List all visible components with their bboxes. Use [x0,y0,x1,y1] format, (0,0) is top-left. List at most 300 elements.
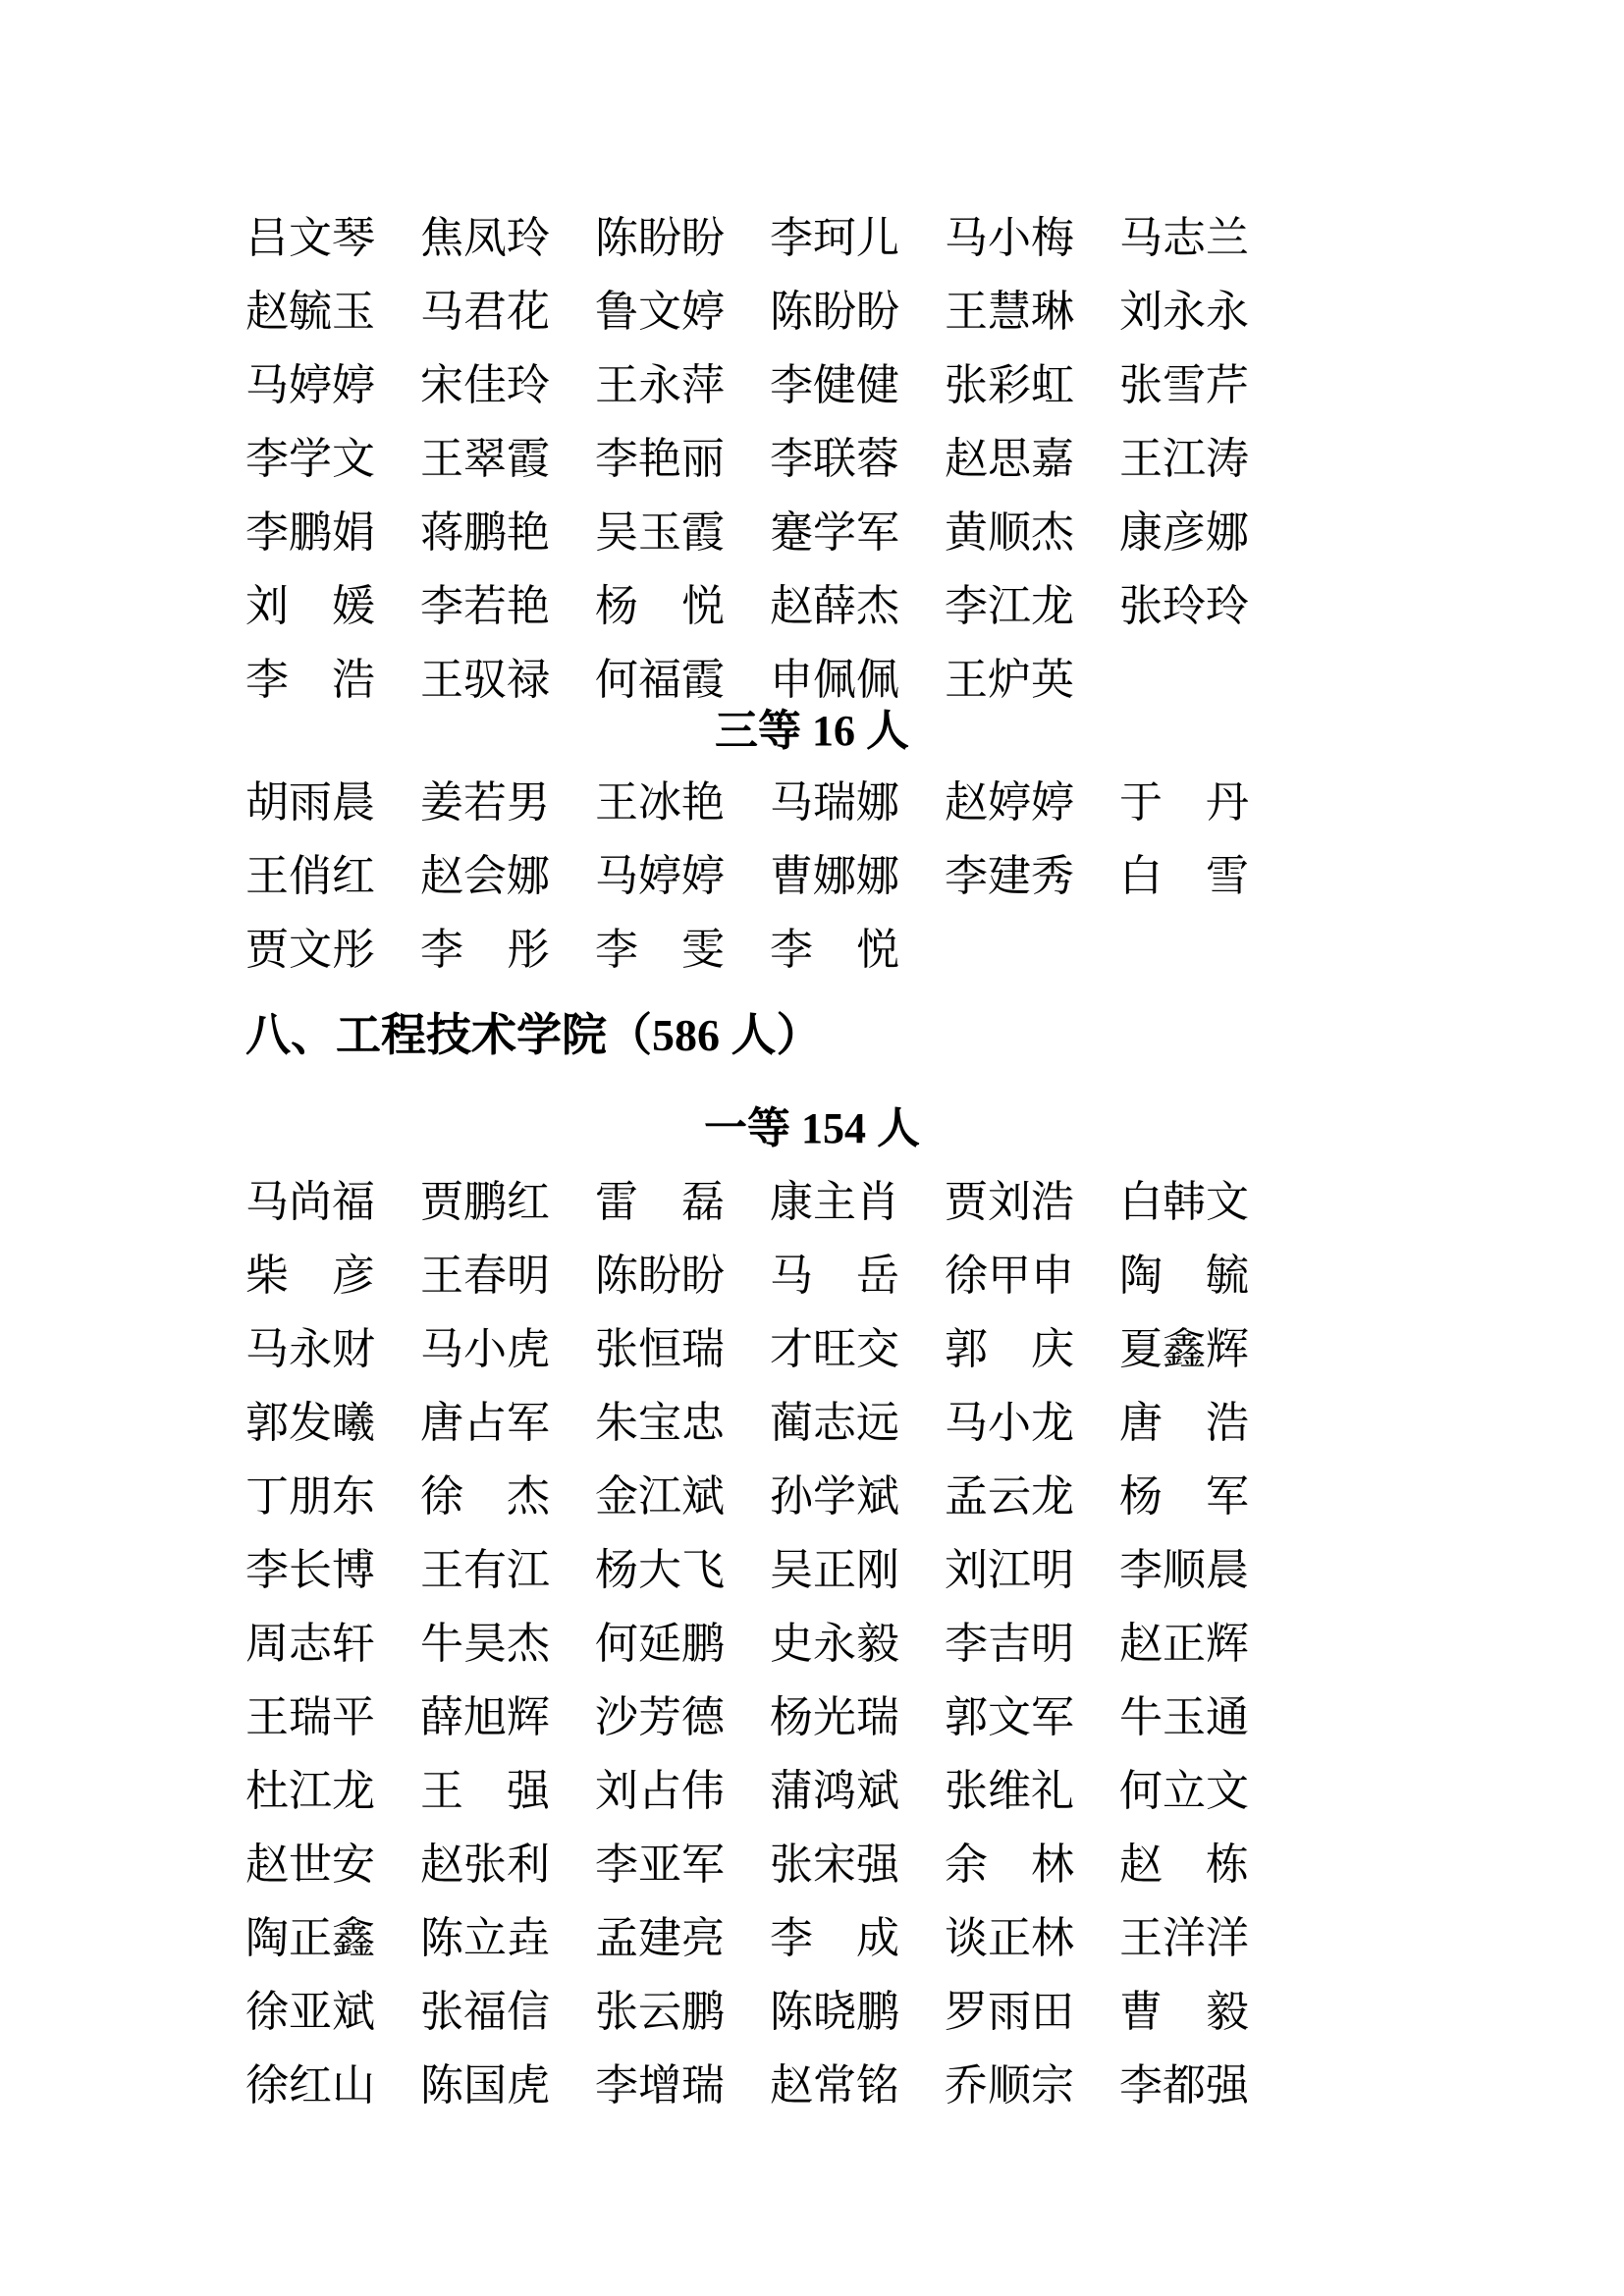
name-char: 德 [681,1692,725,1741]
student-name [420,507,550,557]
name-char: 李 [945,581,988,630]
student-name [595,655,725,704]
name-char: 王 [245,851,289,900]
student-name [770,1692,899,1741]
student-name [245,851,375,900]
name-char: 瑞 [813,777,856,827]
name-char: 孙 [770,1471,813,1521]
name-row [245,275,1624,348]
name-char: 洋 [1163,1913,1206,1962]
name-char: 张 [1119,581,1163,630]
student-name [945,1692,1074,1741]
name-char: 儿 [856,213,899,262]
name-char: 赵 [945,777,988,827]
name-char: 志 [813,1398,856,1447]
student-name [595,1913,725,1962]
name-char: 马 [245,360,289,409]
student-name [770,1987,899,2036]
student-name [420,925,550,974]
student-name [420,1545,550,1594]
name-char: 吴 [770,1545,813,1594]
name-char: 盼 [638,1251,681,1300]
name-char: 李 [595,925,638,974]
name-char: 王 [945,287,988,336]
student-name [945,287,1074,336]
name-char: 李 [1119,2060,1163,2109]
name-char: 秀 [1031,851,1074,900]
name-char: 李 [770,925,813,974]
name-char: 小 [988,1398,1031,1447]
name-char: 东 [332,1471,375,1521]
name-char: 瑞 [681,1324,725,1373]
name-char: 陈 [420,1913,463,1962]
name-char: 刘 [988,1177,1031,1226]
name-char: 玉 [638,507,681,557]
name-char: 虹 [1031,360,1074,409]
name-char: 轩 [332,1619,375,1668]
name-char: 赵 [245,1840,289,1889]
name-char: 文 [1206,1177,1249,1226]
name-char: 甲 [988,1251,1031,1300]
name-char: 辉 [1206,1619,1249,1668]
name-char: 伟 [681,1766,725,1815]
student-name [770,925,899,974]
name-char: 姜 [420,777,463,827]
name-char: 永 [289,1324,332,1373]
student-name [595,287,725,336]
student-name [770,507,899,557]
name-char: 李 [420,581,463,630]
name-char: 建 [988,851,1031,900]
name-char: 陈 [420,2060,463,2109]
name-char: 江 [289,1766,332,1815]
name-char: 红 [332,851,375,900]
name-char: 娜 [507,851,550,900]
name-char: 林 [1031,1840,1074,1889]
name-char: 翠 [463,434,507,483]
name-char: 龙 [1031,1471,1074,1521]
name-char: 成 [856,1913,899,1962]
name-char: 陈 [595,213,638,262]
student-name [595,2060,725,2109]
student-name [945,581,1074,630]
name-row [245,1460,1624,1533]
name-char: 陈 [595,1251,638,1300]
name-char: 白 [1119,851,1163,900]
student-name [595,213,725,262]
name-char: 丽 [681,434,725,483]
student-name [245,507,375,557]
name-char: 志 [289,1619,332,1668]
name-char: 雪 [1163,360,1206,409]
grade-3-heading: 三等 16 人 [715,707,909,755]
name-char: 毅 [856,1619,899,1668]
student-name [770,777,899,827]
name-char: 正 [988,1913,1031,1962]
name-char: 婷 [988,777,1031,827]
name-char: 君 [463,287,507,336]
name-char: 会 [463,851,507,900]
name-char: 婷 [289,360,332,409]
name-char: 马 [245,1177,289,1226]
name-char: 王 [420,655,463,704]
name-char: 浩 [1206,1398,1249,1447]
name-char: 俏 [289,851,332,900]
student-name [420,1619,550,1668]
name-char: 赵 [770,2060,813,2109]
name-row [245,1754,1624,1828]
name-char: 杜 [245,1766,289,1815]
name-char: 凤 [463,213,507,262]
name-char: 远 [856,1398,899,1447]
name-char: 恒 [638,1324,681,1373]
name-row [245,1312,1624,1386]
name-char: 王 [420,1766,463,1815]
name-char: 曹 [1119,1987,1163,2036]
name-char: 栋 [1206,1840,1249,1889]
name-char: 赵 [945,434,988,483]
student-name [420,1398,550,1447]
name-char: 彤 [332,925,375,974]
name-char: 慧 [988,287,1031,336]
name-row [245,913,1624,987]
name-char: 军 [681,1840,725,1889]
name-char: 张 [770,1840,813,1889]
name-char: 李 [770,360,813,409]
student-name [1119,287,1249,336]
student-name [945,1619,1074,1668]
name-char: 芳 [638,1692,681,1741]
name-char: 发 [289,1398,332,1447]
name-char: 龙 [1031,1398,1074,1447]
name-char: 贾 [420,1177,463,1226]
name-char: 鹏 [681,1619,725,1668]
name-char: 正 [813,1545,856,1594]
student-name [595,434,725,483]
student-name [245,1251,375,1300]
student-name [1119,434,1249,483]
name-char: 文 [638,287,681,336]
name-row [245,1165,1624,1239]
name-char: 玲 [507,360,550,409]
name-char: 唐 [420,1398,463,1447]
student-name [1119,581,1249,630]
name-char: 晨 [1206,1545,1249,1594]
name-char: 小 [463,1324,507,1373]
name-char: 军 [856,507,899,557]
name-char: 杨 [770,1692,813,1741]
name-char: 于 [1119,777,1163,827]
name-char: 李 [245,1545,289,1594]
student-name [770,1251,899,1300]
student-name [1119,507,1249,557]
name-row [245,839,1624,913]
name-char: 霞 [681,655,725,704]
student-name [420,1692,550,1741]
name-char: 江 [1163,434,1206,483]
name-char: 王 [420,1251,463,1300]
student-name [245,1619,375,1668]
student-name [1119,1766,1249,1815]
name-char: 浩 [1031,1177,1074,1226]
student-name [420,1471,550,1521]
student-name [945,1840,1074,1889]
name-char: 盼 [813,287,856,336]
name-char: 赵 [1119,1619,1163,1668]
student-name [245,1766,375,1815]
name-char: 肖 [856,1177,899,1226]
name-char: 江 [988,1545,1031,1594]
name-char: 庆 [1031,1324,1074,1373]
student-name [245,360,375,409]
name-char: 唐 [1119,1398,1163,1447]
name-char: 兰 [1206,213,1249,262]
name-char: 张 [595,1324,638,1373]
name-char: 志 [1163,213,1206,262]
student-name [595,1987,725,2036]
name-char: 虎 [507,2060,550,2109]
name-row [245,201,1624,275]
name-char: 郭 [245,1398,289,1447]
name-char: 白 [1119,1177,1163,1226]
name-char: 立 [463,1913,507,1962]
student-name [770,581,899,630]
name-char: 牛 [420,1619,463,1668]
student-name [420,1324,550,1373]
name-char: 艳 [507,581,550,630]
student-name [420,1177,550,1226]
student-name [245,925,375,974]
name-char: 王 [945,655,988,704]
name-char: 柴 [245,1251,289,1300]
student-name [420,1987,550,2036]
name-char: 斌 [856,1471,899,1521]
student-name [770,655,899,704]
student-name [945,507,1074,557]
name-row [245,496,1624,569]
student-name [945,213,1074,262]
student-name [1119,851,1249,900]
name-char: 玲 [1163,581,1206,630]
student-name [770,1398,899,1447]
name-char: 福 [332,1177,375,1226]
name-char: 刚 [856,1545,899,1594]
student-name [420,1913,550,1962]
name-char: 正 [1163,1619,1206,1668]
name-row [245,348,1624,422]
student-name [1119,1619,1249,1668]
student-name [1119,1398,1249,1447]
name-char: 盼 [681,1251,725,1300]
name-char: 李 [595,434,638,483]
name-char: 雯 [681,925,725,974]
student-name [945,1545,1074,1594]
student-name [945,434,1074,483]
name-char: 垚 [507,1913,550,1962]
student-name [595,1398,725,1447]
name-char: 瑞 [289,1692,332,1741]
name-char: 娜 [1206,507,1249,557]
name-char: 吴 [595,507,638,557]
student-name [1119,213,1249,262]
name-char: 宗 [1031,2060,1074,2109]
name-char: 李 [945,851,988,900]
student-name [1119,1545,1249,1594]
name-char: 丁 [245,1471,289,1521]
student-name [420,1251,550,1300]
name-char: 赵 [770,581,813,630]
name-char: 徐 [420,1471,463,1521]
name-char: 余 [945,1840,988,1889]
name-char: 徐 [245,1987,289,2036]
name-char: 周 [245,1619,289,1668]
name-char: 军 [1031,1692,1074,1741]
name-char: 娜 [813,851,856,900]
name-char: 亚 [289,1987,332,2036]
name-char: 曹 [770,851,813,900]
name-char: 鑫 [1163,1324,1206,1373]
name-char: 杰 [856,581,899,630]
name-char: 马 [770,777,813,827]
student-name [245,1324,375,1373]
name-row [245,1828,1624,1901]
name-char: 李 [945,1619,988,1668]
name-char: 文 [289,213,332,262]
name-char: 宋 [813,1840,856,1889]
name-char: 大 [638,1545,681,1594]
name-char: 宝 [638,1398,681,1447]
name-char: 盼 [856,287,899,336]
student-name [420,2060,550,2109]
name-char: 玲 [1206,581,1249,630]
name-row [245,1975,1624,2049]
name-char: 学 [813,507,856,557]
name-char: 禄 [507,655,550,704]
student-name [1119,1692,1249,1741]
name-char: 马 [245,1324,289,1373]
student-name [420,1766,550,1815]
name-char: 李 [245,507,289,557]
name-char: 信 [507,1987,550,2036]
student-name [945,2060,1074,2109]
name-char: 盼 [681,213,725,262]
name-char: 张 [595,1987,638,2036]
name-char: 光 [813,1692,856,1741]
name-char: 刘 [1119,287,1163,336]
name-char: 蒋 [420,507,463,557]
name-char: 健 [856,360,899,409]
name-char: 鹏 [463,1177,507,1226]
student-name [945,1177,1074,1226]
name-row [245,422,1624,496]
name-char: 朱 [595,1398,638,1447]
name-char: 鹏 [289,507,332,557]
name-char: 朋 [289,1471,332,1521]
student-name [945,1913,1074,1962]
student-name [945,1766,1074,1815]
name-char: 文 [289,925,332,974]
name-char: 山 [332,2060,375,2109]
name-char: 礼 [1031,1766,1074,1815]
name-char: 交 [856,1324,899,1373]
student-name [420,851,550,900]
name-char: 悦 [681,581,725,630]
student-name [245,1398,375,1447]
student-name [945,1987,1074,2036]
name-char: 蓉 [856,434,899,483]
name-char: 鹏 [856,1987,899,2036]
name-char: 夏 [1119,1324,1163,1373]
student-name [595,1251,725,1300]
name-char: 联 [813,434,856,483]
name-char: 毅 [1206,1987,1249,2036]
name-char: 杰 [507,1619,550,1668]
name-char: 毓 [289,287,332,336]
name-char: 陈 [770,287,813,336]
name-char: 红 [507,1177,550,1226]
student-name [945,1251,1074,1300]
name-char: 雨 [289,777,332,827]
name-char: 牛 [1119,1692,1163,1741]
name-row [245,1533,1624,1607]
name-char: 有 [463,1545,507,1594]
name-char: 王 [420,1545,463,1594]
name-char: 健 [813,360,856,409]
name-char: 顺 [988,507,1031,557]
student-name [245,2060,375,2109]
student-name [245,655,375,704]
student-name [595,1619,725,1668]
name-char: 江 [638,1471,681,1521]
name-char: 斌 [856,1766,899,1815]
student-name [770,1177,899,1226]
name-char: 林 [1031,1913,1074,1962]
student-name [770,1766,899,1815]
name-char: 鹏 [463,507,507,557]
student-name [595,581,725,630]
name-char: 龙 [1031,581,1074,630]
name-char: 晓 [813,1987,856,2036]
name-char: 刘 [245,581,289,630]
name-char: 李 [595,1840,638,1889]
name-char: 立 [1163,1766,1206,1815]
name-char: 吕 [245,213,289,262]
student-name [595,507,725,557]
name-char: 李 [595,2060,638,2109]
student-name [420,360,550,409]
name-char: 罗 [945,1987,988,2036]
name-char: 艳 [681,777,725,827]
name-char: 延 [638,1619,681,1668]
name-char: 李 [770,213,813,262]
name-char: 何 [595,1619,638,1668]
name-char: 磊 [681,1177,725,1226]
name-char: 福 [463,1987,507,2036]
student-name [420,434,550,483]
name-char: 春 [463,1251,507,1300]
student-name [945,360,1074,409]
name-char: 晨 [332,777,375,827]
name-char: 鸿 [813,1766,856,1815]
name-char: 旭 [463,1692,507,1741]
grade-1-heading: 一等 154 人 [704,1104,920,1152]
name-char: 驭 [463,655,507,704]
name-char: 强 [856,1840,899,1889]
name-char: 曦 [332,1398,375,1447]
name-char: 赵 [245,287,289,336]
name-char: 珂 [813,213,856,262]
name-char: 军 [507,1398,550,1447]
